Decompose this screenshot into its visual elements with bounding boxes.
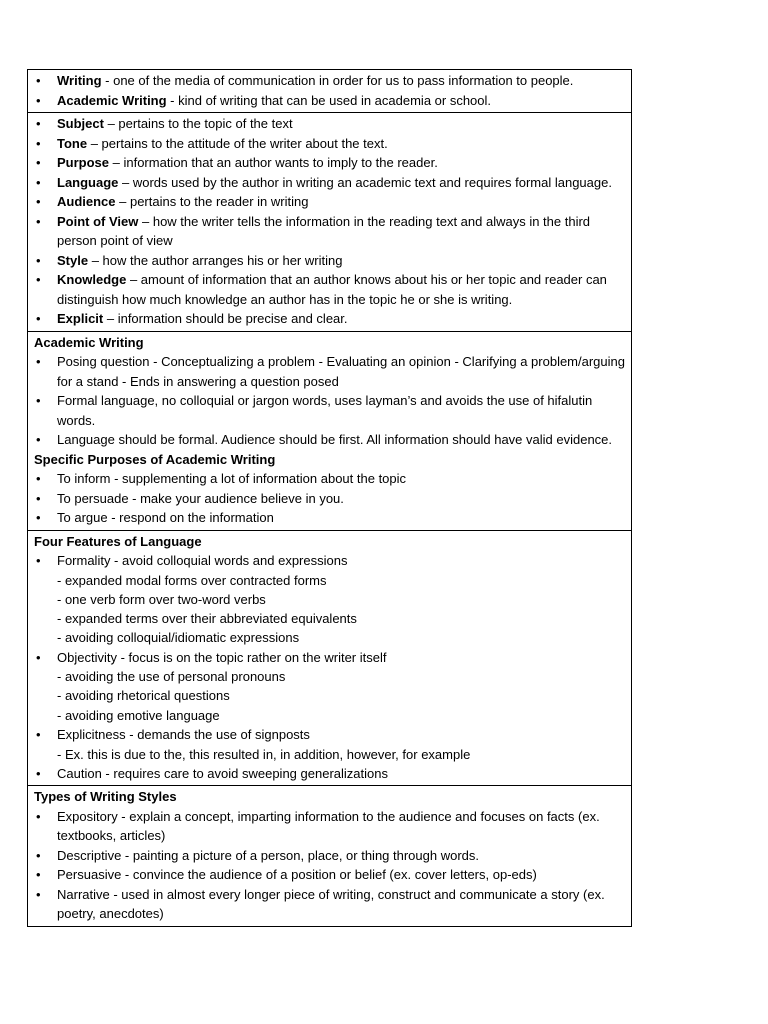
notes-table [27, 69, 632, 927]
item-text: Explicitness - demands the use of signposts [57, 727, 310, 743]
sub-item: - expanded modal forms over contracted forms [57, 572, 327, 588]
term-point-of-view: Point of View [57, 213, 139, 229]
table-section [28, 530, 631, 786]
sub-item: - avoiding colloquial/idiomatic expressions [57, 630, 300, 646]
table-section [28, 112, 631, 331]
list-item [34, 270, 625, 309]
item-text: Caution - requires care to avoid sweeping generalizations [57, 765, 388, 781]
item-text: Posing question - Conceptualizing a problem - Evaluating an opinion - Clarifying a problem/arguing for a stand - Ends in answering a question posed [57, 354, 625, 389]
list-item [34, 114, 625, 134]
section-heading-specific-purposes-of-academic-writing: Specific Purposes of Academic Writing [34, 451, 276, 467]
item-text: - kind of writing that can be used in academia or school. [166, 92, 492, 108]
list-item [34, 807, 625, 846]
bullet-list [34, 807, 625, 924]
section-heading-academic-writing: Academic Writing [34, 334, 144, 350]
term-writing: Writing [57, 73, 102, 88]
list-item [34, 153, 625, 173]
item-text: To persuade - make your audience believe in you. [57, 490, 344, 506]
term-audience: Audience [57, 194, 116, 209]
item-text: Objectivity - focus is on the topic rather on the writer itself [57, 649, 387, 665]
list-item [34, 508, 625, 528]
list-item [34, 469, 625, 489]
term-tone: Tone [57, 135, 88, 151]
list-item [34, 71, 625, 91]
table-section [28, 785, 631, 926]
list-item [34, 391, 625, 430]
item-text: – information that an author wants to imply to the reader. [109, 155, 438, 170]
section-heading-four-features-of-language: Four Features of Language [34, 533, 202, 549]
item-text: Expository - explain a concept, imparting information to the audience and focuses on facts (ex. textbooks, articles) [57, 808, 600, 844]
list-item [34, 352, 625, 391]
term-academic-writing: Academic Writing [57, 92, 167, 108]
list-item [34, 309, 625, 329]
term-explicit: Explicit [57, 311, 104, 326]
bullet-list [34, 352, 625, 450]
term-purpose: Purpose [57, 155, 110, 170]
item-text: Descriptive - painting a picture of a person, place, or thing through words. [57, 847, 480, 863]
item-text: – how the writer tells the information in the reading text and always in the third person point of view [57, 213, 591, 248]
list-item [34, 846, 625, 866]
item-text: To inform - supplementing a lot of information about the topic [57, 471, 407, 486]
section-heading-types-of-writing-styles: Types of Writing Styles [34, 789, 177, 805]
item-text: – pertains to the topic of the text [103, 116, 293, 131]
term-knowledge: Knowledge [57, 272, 127, 287]
list-item [34, 764, 625, 784]
item-text: Narrative - used in almost every longer piece of writing, construct and communicate a story (ex. poetry, anecdotes) [57, 886, 605, 922]
list-item [34, 489, 625, 509]
table-section [28, 70, 631, 112]
bullet-list [34, 71, 625, 110]
item-text: Formality - avoid colloquial words and expressions [57, 553, 348, 568]
bullet-list [34, 469, 625, 528]
list-item [34, 134, 625, 154]
term-subject: Subject [57, 116, 104, 131]
list-item [34, 551, 625, 648]
item-text: – information should be precise and clear. [103, 311, 348, 326]
item-text: Language should be formal. Audience should be first. All information should have valid evidence. [57, 432, 613, 447]
item-text: – words used by the author in writing an academic text and requires formal language. [118, 174, 612, 190]
list-item [34, 885, 625, 924]
list-item [34, 865, 625, 885]
item-text: – how the author arranges his or her writing [88, 252, 343, 268]
list-item [34, 192, 625, 212]
list-item [34, 648, 625, 725]
term-style: Style [57, 252, 89, 268]
item-text: To argue - respond on the information [57, 510, 274, 525]
table-section [28, 331, 631, 530]
item-text: - one of the media of communication in order for us to pass information to people. [101, 73, 574, 88]
item-text: – pertains to the attitude of the writer about the text. [87, 135, 388, 151]
bullet-list [34, 551, 625, 783]
bullet-list [34, 114, 625, 329]
list-item [34, 430, 625, 450]
sub-item: - Ex. this is due to the, this resulted in, in addition, however, for example [57, 746, 471, 762]
sub-item: - one verb form over two-word verbs [57, 591, 266, 607]
list-item [34, 173, 625, 193]
item-text: – pertains to the reader in writing [115, 194, 309, 209]
list-item [34, 251, 625, 271]
item-text: Persuasive - convince the audience of a position or belief (ex. cover letters, op-eds) [57, 867, 537, 883]
term-language: Language [57, 174, 119, 190]
sub-item: - expanded terms over their abbreviated equivalents [57, 611, 357, 627]
sub-item: - avoiding rhetorical questions [57, 688, 230, 704]
list-item [34, 212, 625, 251]
item-text: Formal language, no colloquial or jargon words, uses layman’s and avoids the use of hifalutin words. [57, 393, 593, 428]
list-item [34, 725, 625, 764]
sub-item: - avoiding the use of personal pronouns [57, 669, 286, 685]
item-text: – amount of information that an author knows about his or her topic and reader can distinguish how much knowledge an author has in the topic he or she is writing. [57, 272, 607, 307]
list-item [34, 91, 625, 111]
sub-item: - avoiding emotive language [57, 707, 220, 723]
